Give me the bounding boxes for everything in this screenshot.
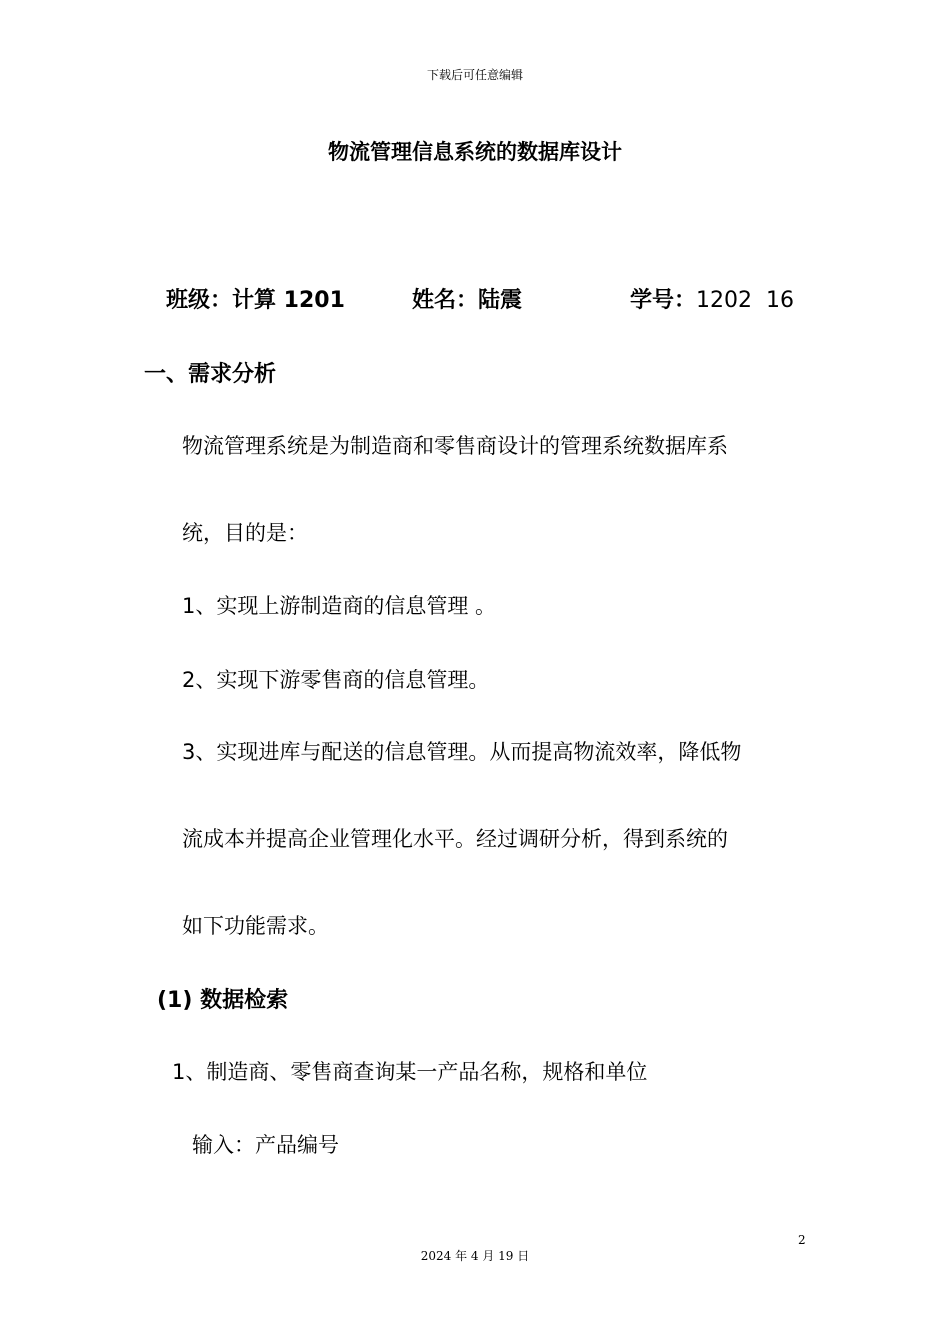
class-label: 班级： [166, 288, 233, 313]
page-number: 2 [798, 1233, 806, 1247]
list-item-3-line2: 流成本并提高企业管理化水平。经过调研分析，得到系统的 [182, 827, 728, 851]
class-info [166, 283, 345, 314]
list-item-1: 1、实现上游制造商的信息管理 。 [182, 594, 497, 618]
retrieval-item-1: 1、制造商、零售商查询某一产品名称，规格和单位 [172, 1060, 648, 1084]
section-heading-requirements: 一、需求分析 [144, 362, 277, 387]
footer-date: 2024 年 4 月 19 日 [420, 1249, 530, 1263]
list-item-3-line1: 3、实现进库与配送的信息管理。从而提高物流效率，降低物 [182, 740, 742, 764]
document-title: 物流管理信息系统的数据库设计 [328, 140, 622, 164]
name-value: 陆震 [478, 288, 523, 313]
retrieval-input: 输入：产品编号 [192, 1133, 339, 1157]
student-id-label: 学号： [630, 288, 697, 313]
subsection-heading-data-retrieval: (1) 数据检索 [157, 988, 289, 1013]
list-item-3-line3: 如下功能需求。 [182, 914, 329, 938]
student-id-value: 1202 16 [696, 288, 794, 313]
name-info [412, 283, 522, 314]
list-item-2: 2、实现下游零售商的信息管理。 [182, 668, 490, 692]
paragraph-intro-line2: 统，目的是： [182, 521, 308, 545]
class-value: 计算 1201 [232, 288, 345, 313]
student-id-info [630, 283, 794, 314]
header-note: 下载后可任意编辑 [426, 68, 523, 82]
name-label: 姓名： [412, 288, 479, 313]
paragraph-intro-line1: 物流管理系统是为制造商和零售商设计的管理系统数据库系 [182, 434, 728, 458]
